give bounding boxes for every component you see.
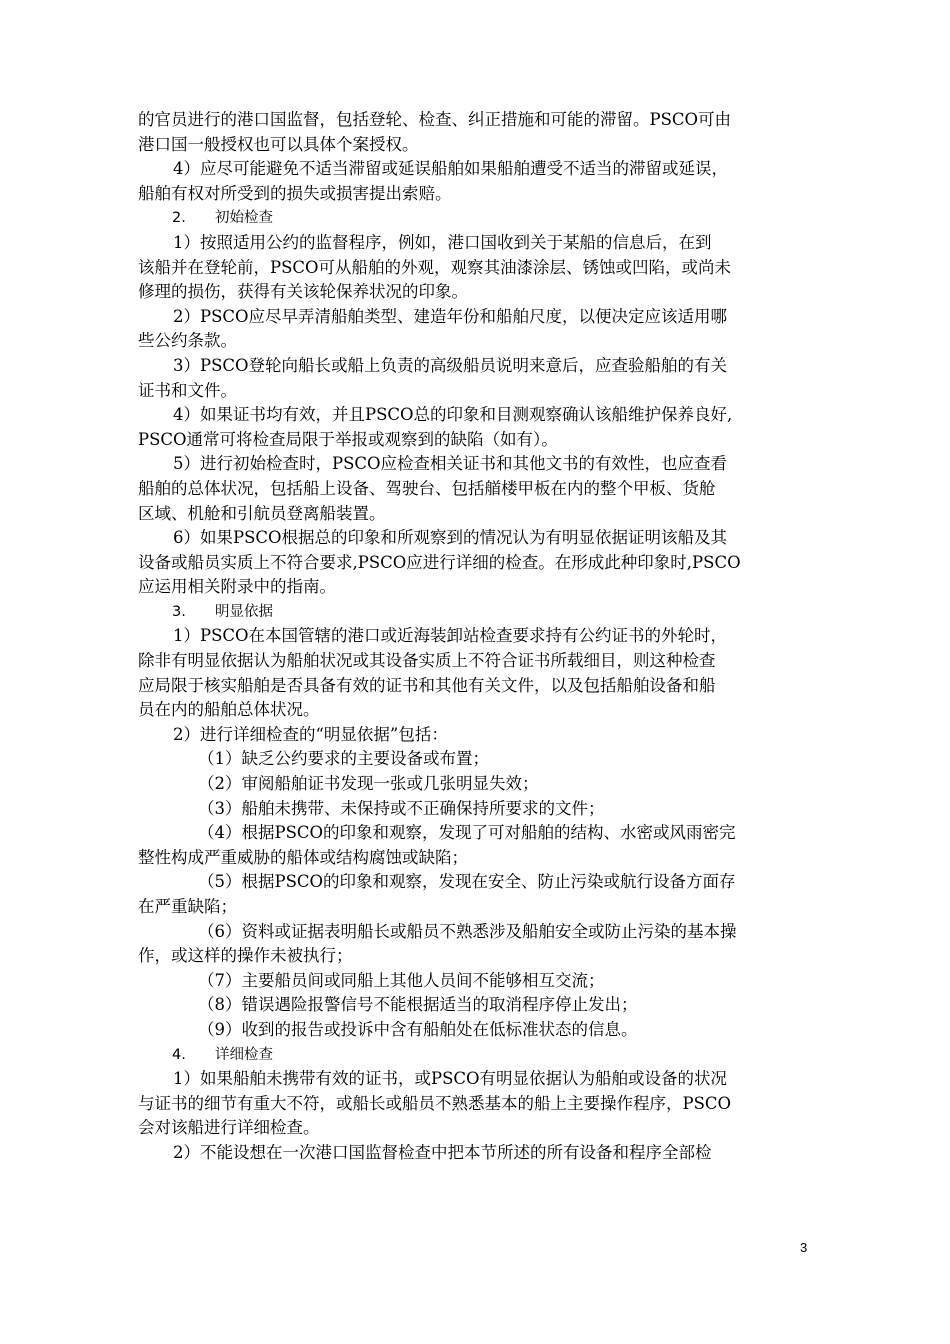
paragraph-line: 修理的损伤，获得有关该轮保养状况的印象。: [138, 282, 468, 302]
section-number: 4.: [172, 1046, 186, 1063]
section-title: 初始检查: [215, 210, 273, 227]
list-item: （5）根据PSCO的印象和观察，发现在安全、防止污染或航行设备方面存: [198, 872, 736, 892]
section-title: 详细检查: [215, 1046, 273, 1063]
paragraph-line: 应局限于核实船舶是否具备有效的证书和其他有关文件，以及包括船舶设备和船: [138, 675, 716, 695]
paragraph-line: 4）应尽可能避免不适当滞留或延误船舶如果船舶遭受不适当的滞留或延误，: [173, 159, 728, 179]
list-item: （6）资料或证据表明船长或船员不熟悉涉及船舶安全或防止污染的基本操: [198, 921, 737, 941]
paragraph-line: 6）如果PSCO根据总的印象和所观察到的情况认为有明显依据证明该船及其: [173, 528, 728, 548]
section-number: 3.: [172, 603, 186, 620]
paragraph-line: 的官员进行的港口国监督，包括登轮、检查、纠正措施和可能的滞留。PSCO可由: [138, 110, 732, 129]
paragraph-line: 1）PSCO在本国管辖的港口或近海装卸站检查要求持有公约证书的外轮时，: [173, 626, 728, 646]
paragraph-line: 会对该船进行详细检查。: [138, 1118, 320, 1138]
list-item: （9）收到的报告或投诉中含有船舶处在低标准状态的信息。: [198, 1019, 638, 1039]
document-body: [138, 108, 818, 1166]
list-item: （4）根据PSCO的印象和观察，发现了可对船舶的结构、水密或风雨密完: [198, 823, 736, 843]
paragraph-line: 1）按照适用公约的监督程序，例如，港口国收到关于某船的信息后，在到: [173, 232, 712, 252]
paragraph-line: 区域、机舱和引航员登离船装置。: [138, 503, 386, 523]
paragraph-line: 员在内的船舶总体状况。: [138, 700, 320, 720]
section-heading: [138, 1043, 818, 1068]
paragraph-line: 港口国一般授权也可以具体个案授权。: [138, 134, 419, 154]
paragraph-line: 证书和文件。: [138, 380, 237, 400]
paragraph-line: 与证书的细节有重大不符，或船长或船员不熟悉基本的船上主要操作程序，PSCO: [138, 1093, 732, 1113]
section-heading: [138, 600, 818, 625]
list-item: （1）缺乏公约要求的主要设备或布置；: [198, 749, 489, 769]
page-number: 3: [800, 1240, 808, 1255]
list-item-continuation: 作，或这样的操作未被执行；: [138, 946, 353, 966]
paragraph-line: PSCO通常可将检查局限于举报或观察到的缺陷（如有）。: [138, 429, 558, 449]
list-item-continuation: 在严重缺陷；: [138, 897, 237, 916]
paragraph-line: 1）如果船舶未携带有效的证书，或PSCO有明显依据认为船舶或设备的状况: [173, 1069, 728, 1089]
section-title: 明显依据: [215, 603, 273, 620]
paragraph-line: 3）PSCO登轮向船长或船上负责的高级船员说明来意后，应查验船舶的有关: [173, 355, 728, 375]
paragraph-line: 船舶有权对所受到的损失或损害提出索赔。: [138, 183, 452, 203]
list-item: （8）错误遇险报警信号不能根据适当的取消程序停止发出；: [198, 995, 638, 1015]
paragraph-line: 2）PSCO应尽早弄清船舶类型、建造年份和船舶尺度，以便决定应该适用哪: [173, 306, 728, 326]
list-item: （3）船舶未携带、未保持或不正确保持所要求的文件；: [198, 798, 605, 818]
section-number: 2.: [172, 210, 186, 227]
paragraph-line: 4）如果证书均有效，并且PSCO总的印象和目测观察确认该船维护保养良好,: [173, 405, 733, 425]
list-item-continuation: 整性构成严重威胁的船体或结构腐蚀或缺陷；: [138, 847, 468, 867]
paragraph-line: 2）进行详细检查的“明显依据”包括：: [173, 724, 448, 744]
paragraph-line: 应运用相关附录中的指南。: [138, 577, 336, 597]
list-item: （2）审阅船舶证书发现一张或几张明显失效；: [198, 774, 539, 794]
paragraph-line: 2）不能设想在一次港口国监督检查中把本节所述的所有设备和程序全部检: [173, 1142, 712, 1162]
section-heading: [138, 206, 818, 231]
paragraph-line: 些公约条款。: [138, 331, 237, 351]
paragraph-line: 设备或船员实质上不符合要求,PSCO应进行详细的检查。在形成此种印象时,PSCO: [138, 552, 741, 572]
paragraph-line: 船舶的总体状况，包括船上设备、驾驶台、包括艏楼甲板在内的整个甲板、货舱: [138, 478, 716, 498]
paragraph-line: 该船并在登轮前，PSCO可从船舶的外观，观察其油漆涂层、锈蚀或凹陷，或尚未: [138, 257, 732, 277]
paragraph-line: 5）进行初始检查时，PSCO应检查相关证书和其他文书的有效性，也应查看: [173, 454, 728, 474]
list-item: （7）主要船员间或同船上其他人员间不能够相互交流；: [198, 970, 605, 990]
paragraph-line: 除非有明显依据认为船舶状况或其设备实质上不符合证书所载细目，则这种检查: [138, 651, 716, 671]
